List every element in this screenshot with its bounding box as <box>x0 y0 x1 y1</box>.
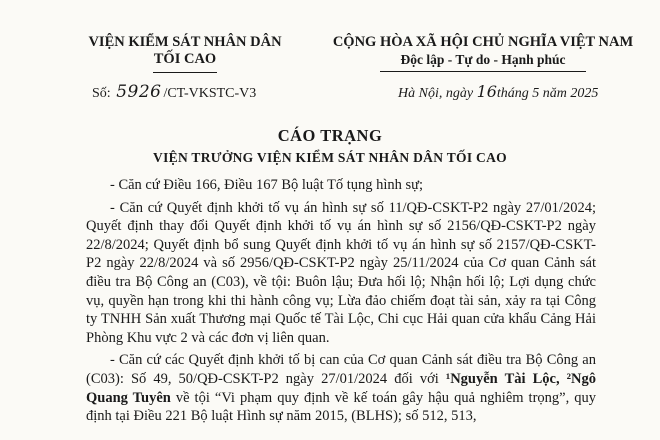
national-header <box>318 34 648 72</box>
document-body <box>86 176 596 430</box>
agency-underline <box>153 72 217 73</box>
national-motto: Độc lập - Tự do - Hạnh phúc <box>400 52 566 67</box>
doc-number-prefix: Số: <box>92 86 111 101</box>
issuing-agency <box>70 34 300 73</box>
p3-start: - Căn cứ các Quyết định khởi tố bị can của Cơ quan Cảnh sát điều tra Bộ Công an (C03): Số 49, 50/QĐ-CSKT-P2 ngày 27/01/2024 đối với <box>86 352 596 387</box>
agency-name-line2: TỐI CAO <box>153 51 217 67</box>
document-number <box>92 82 256 102</box>
defendant-name-1: ¹Nguyễn Tài Lộc, <box>445 370 560 387</box>
date-suffix: tháng 5 năm 2025 <box>496 86 599 101</box>
paragraph-case-decisions: - Căn cứ Quyết định khởi tố vụ án hình sự số 11/QĐ-CSKT-P2 ngày 27/01/2024; Quyết định thay đổi Quyết định khởi tố vụ án hình sự số 2156/QĐ-CSKT-P2 ngày 22/8/2024; Quyết định bổ sung Quyết định khởi tố vụ án hình sự số 2157/QĐ-CSKT-P2 ngày 22/8/2024 và số 2956/QĐ-CSKT-P2 ngày 25/11/2024 của Cơ quan Cảnh sát điều tra Bộ Công an (C03), về tội: Buôn lậu; Đưa hối lộ; Nhận hối lộ; Lợi dụng chức vụ, quyền hạn trong khi thi hành công vụ; Lừa đảo chiếm đoạt tài sản, xảy ra tại Công ty TNHH Sản xuất Thương mại Quốc tế Tài Lộc, Chi cục Hải quan cửa khẩu Cảng Hải Phòng Khu vực 2 và các đơn vị liên quan. <box>86 199 596 346</box>
country-name: CỘNG HÒA XÃ HỘI CHỦ NGHĨA VIỆT NAM <box>332 34 634 50</box>
document-title: CÁO TRẠNG <box>277 126 383 145</box>
p3-end: về tội “Vi phạm quy định về kế toán gây hậu quả nghiêm trọng”, quy định tại Điều 221 Bộ luật Hình sự năm 2015, (BLHS); số 512, 513, <box>86 389 596 425</box>
paragraph-defendant-decisions <box>86 351 596 425</box>
date-day-handwritten: 16 <box>476 82 497 101</box>
agency-name-line1: VIỆN KIỂM SÁT NHÂN DÂN <box>88 34 282 50</box>
date-line <box>398 82 598 102</box>
paragraph-legal-basis: - Căn cứ Điều 166, Điều 167 Bộ luật Tố tụng hình sự; <box>110 177 424 193</box>
date-prefix: Hà Nội, ngày <box>398 86 474 101</box>
doc-number-suffix: /CT-VKSTC-V3 <box>163 86 257 101</box>
motto-underline <box>380 71 586 72</box>
document-subtitle: VIỆN TRƯỞNG VIỆN KIỂM SÁT NHÂN DÂN TỐI CAO <box>153 150 507 165</box>
defendant-name-2: ²Ngô Quang Tuyên <box>86 370 596 406</box>
doc-number-handwritten: 5926 <box>116 82 162 102</box>
